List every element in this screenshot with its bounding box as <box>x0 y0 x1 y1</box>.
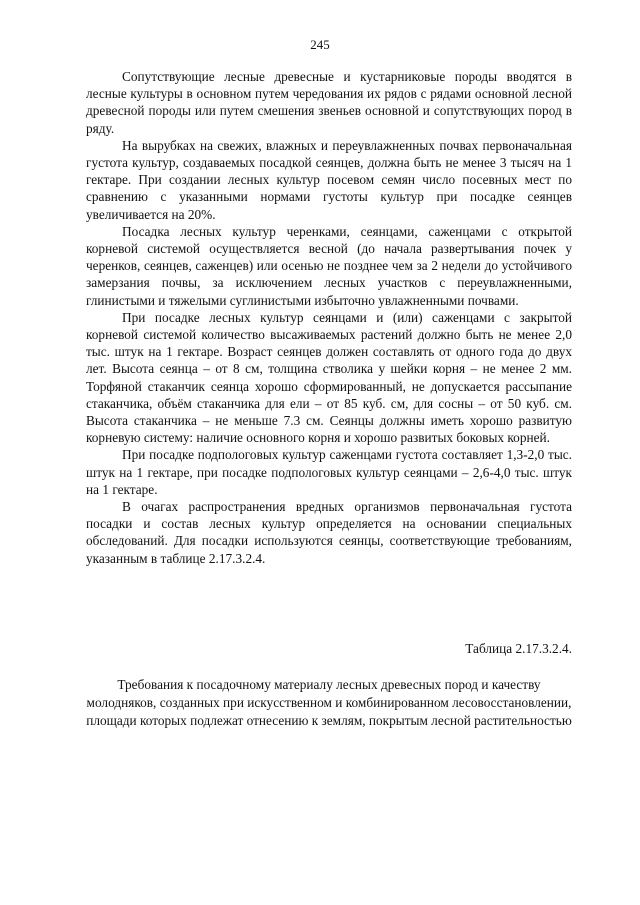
table-label: Таблица 2.17.3.2.4. <box>465 641 572 656</box>
paragraph-underplanting: При посадке подпологовых культур саженцами густота составляет 1,3-2,0 тыс. штук на 1 гектаре, при посадке подпологовых культур сеянцами – 2,6-4,0 тыс. штук на 1 гектаре. <box>86 447 572 497</box>
paragraph-initial-density: На вырубках на свежих, влажных и переувлажненных почвах первоначальная густота культур, создаваемых посадкой сеянцев, должна быть не менее 3 тысяч на 1 гектаре. При создании лесных культур посевом семян число посевных мест по сравнению с указанными нормами густоты культур при посадке сеянцев увеличивается на 20%. <box>86 137 572 222</box>
paragraph-companion-species: Сопутствующие лесные древесные и кустарниковые породы вводятся в лесные культуры в основном путем чередования их рядов с рядами основной лесной древесной породы или путем смешения звеньев основной и сопутствующих пород в ряду. <box>86 69 572 136</box>
table-title: Требования к посадочному материалу лесных древесных пород и качеству молодняков, созданных при искусственном и комбинированном лесовосстановлении, площади которых подлежат отнесению к землям, покрытым лесной растительностью <box>86 677 572 728</box>
page-number: 245 <box>310 37 330 52</box>
body-text <box>86 68 572 567</box>
paragraph-planting-season: Посадка лесных культур черенками, сеянцами, саженцами с открытой корневой системой осуществляется весной (до начала развертывания почек у черенков, сеянцев, саженцев) или осенью не позднее чем за 2 недели до устойчивого замерзания почвы, за исключением лесных участков с переувлажненными, глинистыми и тяжелыми суглинистыми избыточно увлажненными почвами. <box>86 223 572 308</box>
paragraph-closed-root-seedlings: При посадке лесных культур сеянцами и (или) саженцами с закрытой корневой системой количество высаживаемых растений должно быть не менее 2,0 тыс. штук на 1 гектаре. Возраст сеянцев должен составлять от одного года до двух лет. Высота сеянца – от 8 см, толщина стволика у шейки корня – не менее 2 мм. Торфяной стаканчик сеянца хорошо сформированный, не допускается рассыпание стаканчика, объём стаканчика для ели – от 85 куб. см, для сосны – от 50 куб. см. Высота стаканчика – не меньше 7.3 см. Сеянцы должны иметь хорошо развитую корневую систему: наличие основного корня и хорошо развитых боковых корней. <box>86 309 572 446</box>
paragraph-pest-areas: В очагах распространения вредных организмов первоначальная густота посадки и состав лесных культур определяется на основании специальных обследований. Для посадки используются сеянцы, соответствующие требованиям, указанным в таблице 2.17.3.2.4. <box>86 499 572 566</box>
